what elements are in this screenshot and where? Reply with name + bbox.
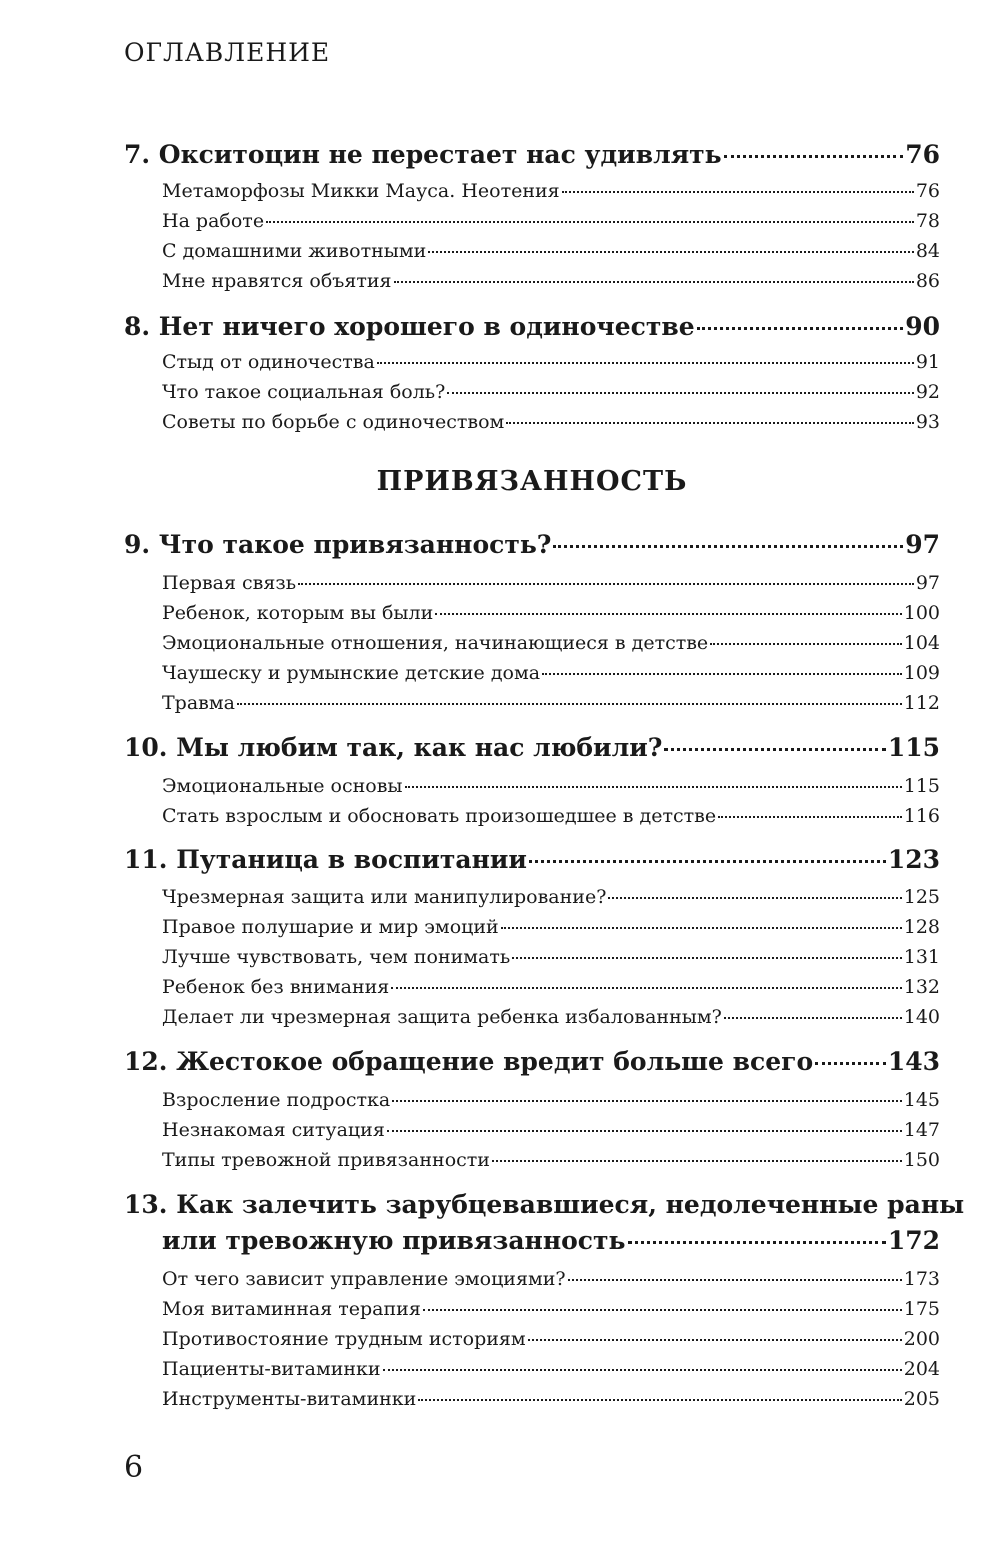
- dot-leader: [562, 191, 914, 193]
- toc-entry[interactable]: [162, 775, 940, 797]
- dot-leader: [237, 703, 902, 705]
- chapter-title: 8. Нет ничего хорошего в одиночестве: [124, 312, 695, 341]
- entry-page: 116: [903, 805, 940, 827]
- dot-leader: [664, 748, 885, 751]
- entry-page: 93: [915, 411, 940, 433]
- toc-entry[interactable]: [162, 1298, 940, 1320]
- toc-entry[interactable]: [162, 692, 940, 714]
- dot-leader: [553, 545, 903, 548]
- dot-leader: [501, 927, 902, 929]
- entry-page: 173: [903, 1268, 940, 1290]
- dot-leader: [435, 613, 901, 615]
- toc-entry[interactable]: [162, 1006, 940, 1028]
- dot-leader: [724, 1017, 902, 1019]
- dot-leader: [428, 251, 914, 253]
- entry-title: Незнакомая ситуация: [162, 1119, 385, 1141]
- chapter-title: 9. Что такое привязанность?: [124, 530, 552, 559]
- entry-title: Лучше чувствовать, чем понимать: [162, 946, 511, 968]
- entry-title: Стать взрослым и обосновать произошедшее в детстве: [162, 805, 717, 827]
- dot-leader: [542, 673, 902, 675]
- entry-title: Типы тревожной привязанности: [162, 1149, 490, 1171]
- dot-leader: [568, 1279, 902, 1281]
- chapter-page: 97: [905, 530, 940, 559]
- entry-page: 131: [903, 946, 940, 968]
- entry-page: 150: [903, 1149, 940, 1171]
- section-heading: ПРИВЯЗАННОСТЬ: [376, 466, 688, 497]
- entry-title: Моя витаминная терапия: [162, 1298, 421, 1320]
- entry-page: 78: [915, 210, 940, 232]
- entry-page: 112: [903, 692, 940, 714]
- dot-leader: [492, 1160, 902, 1162]
- dot-leader: [394, 281, 914, 283]
- entry-page: 76: [915, 180, 940, 202]
- entry-page: 86: [915, 270, 940, 292]
- toc-chapter-13[interactable]: [162, 1226, 940, 1255]
- toc-entry[interactable]: [162, 270, 940, 292]
- dot-leader: [529, 860, 886, 863]
- dot-leader: [697, 327, 904, 330]
- toc-entry[interactable]: [162, 572, 940, 594]
- entry-title: Травма: [162, 692, 235, 714]
- toc-chapter-7[interactable]: [124, 140, 940, 169]
- entry-title: Эмоциональные основы: [162, 775, 403, 797]
- chapter-page: 115: [887, 733, 940, 762]
- toc-entry[interactable]: [162, 1149, 940, 1171]
- toc-entry[interactable]: [162, 805, 940, 827]
- entry-title: Советы по борьбе с одиночеством: [162, 411, 505, 433]
- entry-title: Взросление подростка: [162, 1089, 391, 1111]
- entry-title: С домашними животными: [162, 240, 427, 262]
- entry-page: 128: [903, 916, 940, 938]
- entry-page: 175: [903, 1298, 940, 1320]
- dot-leader: [298, 583, 914, 585]
- dot-leader: [418, 1399, 901, 1401]
- toc-entry[interactable]: [162, 946, 940, 968]
- entry-page: 200: [903, 1328, 940, 1350]
- chapter-page: 123: [887, 845, 940, 874]
- chapter-page: 172: [887, 1226, 940, 1255]
- page-number: 6: [124, 1450, 144, 1485]
- dot-leader: [447, 392, 914, 394]
- chapter-title-continued: или тревожную привязанность: [162, 1226, 626, 1255]
- dot-leader: [405, 786, 902, 788]
- toc-chapter-13-title[interactable]: 13. Как залечить зарубцевавшиеся, недолеченные раны: [124, 1190, 965, 1219]
- entry-page: 132: [903, 976, 940, 998]
- entry-title: Чрезмерная защита или манипулирование?: [162, 886, 607, 908]
- entry-title: Мне нравятся объятия: [162, 270, 392, 292]
- toc-entry[interactable]: [162, 916, 940, 938]
- dot-leader: [815, 1062, 886, 1065]
- toc-entry[interactable]: [162, 976, 940, 998]
- chapter-page: 90: [905, 312, 940, 341]
- entry-page: 104: [903, 632, 940, 654]
- entry-page: 140: [903, 1006, 940, 1028]
- entry-page: 92: [915, 381, 940, 403]
- toc-entry[interactable]: [162, 411, 940, 433]
- dot-leader: [377, 362, 914, 364]
- toc-entry[interactable]: [162, 1089, 940, 1111]
- entry-title: Что такое социальная боль?: [162, 381, 446, 403]
- entry-title: Противостояние трудным историям: [162, 1328, 526, 1350]
- entry-title: Делает ли чрезмерная защита ребенка избалованным?: [162, 1006, 722, 1028]
- toc-entry[interactable]: [162, 351, 940, 373]
- entry-title: Чаушеску и румынские детские дома: [162, 662, 541, 684]
- dot-leader: [608, 897, 901, 899]
- dot-leader: [392, 1100, 901, 1102]
- entry-page: 115: [903, 775, 940, 797]
- dot-leader: [266, 221, 914, 223]
- toc-entry[interactable]: [162, 180, 940, 202]
- toc-chapter-8[interactable]: [124, 312, 940, 341]
- dot-leader: [423, 1309, 902, 1311]
- entry-title: Стыд от одиночества: [162, 351, 375, 373]
- entry-title: Первая связь: [162, 572, 297, 594]
- entry-title: Пациенты-витаминки: [162, 1358, 381, 1380]
- chapter-title: 7. Окситоцин не перестает нас удивлять: [124, 140, 722, 169]
- entry-title: Ребенок, которым вы были: [162, 602, 434, 624]
- toc-chapter-9[interactable]: [124, 530, 940, 559]
- entry-page: 147: [903, 1119, 940, 1141]
- entry-title: Ребенок без внимания: [162, 976, 390, 998]
- chapter-title: 11. Путаница в воспитании: [124, 845, 527, 874]
- entry-page: 84: [915, 240, 940, 262]
- dot-leader: [506, 422, 914, 424]
- running-header: ОГЛАВЛЕНИЕ: [124, 38, 331, 67]
- toc-entry[interactable]: [162, 1119, 940, 1141]
- dot-leader: [512, 957, 901, 959]
- entry-page: 109: [903, 662, 940, 684]
- toc-entry[interactable]: [162, 1328, 940, 1350]
- chapter-page: 143: [887, 1047, 940, 1076]
- entry-page: 204: [903, 1358, 940, 1380]
- entry-title: Инструменты-витаминки: [162, 1388, 417, 1410]
- chapter-page: 76: [905, 140, 940, 169]
- entry-title: Правое полушарие и мир эмоций: [162, 916, 499, 938]
- entry-page: 145: [903, 1089, 940, 1111]
- dot-leader: [628, 1241, 886, 1244]
- toc-entry[interactable]: [162, 210, 940, 232]
- toc-entry[interactable]: [162, 886, 940, 908]
- dot-leader: [383, 1369, 902, 1371]
- toc-entry[interactable]: [162, 662, 940, 684]
- toc-entry[interactable]: [162, 240, 940, 262]
- toc-entry[interactable]: [162, 632, 940, 654]
- toc-chapter-10[interactable]: [124, 733, 940, 762]
- dot-leader: [718, 816, 902, 818]
- entry-page: 100: [903, 602, 940, 624]
- entry-page: 205: [903, 1388, 940, 1410]
- toc-entry[interactable]: [162, 1388, 940, 1410]
- entry-page: 97: [915, 572, 940, 594]
- toc-chapter-12[interactable]: [124, 1047, 940, 1076]
- entry-title: От чего зависит управление эмоциями?: [162, 1268, 566, 1290]
- toc-entry[interactable]: [162, 602, 940, 624]
- dot-leader: [724, 155, 904, 158]
- entry-title: Эмоциональные отношения, начинающиеся в детстве: [162, 632, 709, 654]
- dot-leader: [387, 1130, 902, 1132]
- entry-title: Метаморфозы Микки Мауса. Неотения: [162, 180, 560, 202]
- entry-page: 125: [903, 886, 940, 908]
- chapter-title: 10. Мы любим так, как нас любили?: [124, 733, 663, 762]
- dot-leader: [391, 987, 901, 989]
- toc-entry[interactable]: [162, 381, 940, 403]
- toc-entry[interactable]: [162, 1358, 940, 1380]
- dot-leader: [528, 1339, 902, 1341]
- dot-leader: [710, 643, 902, 645]
- chapter-title: 12. Жестокое обращение вредит больше всего: [124, 1047, 814, 1076]
- toc-chapter-11[interactable]: [124, 845, 940, 874]
- entry-page: 91: [915, 351, 940, 373]
- toc-entry[interactable]: [162, 1268, 940, 1290]
- entry-title: На работе: [162, 210, 265, 232]
